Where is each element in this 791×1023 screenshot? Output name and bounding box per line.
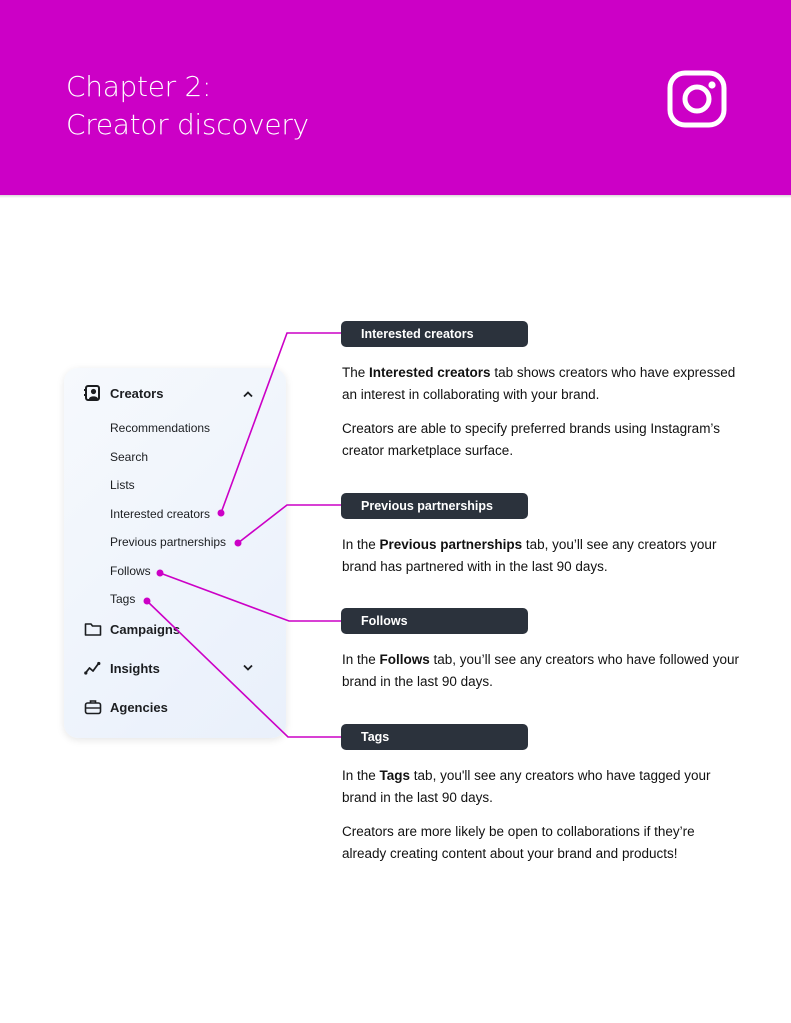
nav-agencies-label: Agencies [110,699,168,715]
nav-creators[interactable] [84,384,163,402]
nav-insights-label: Insights [110,660,160,676]
chapter-title [66,68,309,144]
nav-item-label: Recommendations [110,421,211,435]
nav-campaigns-label: Campaigns [110,621,181,637]
nav-item-lists[interactable] [110,478,135,492]
instagram-icon [667,70,727,128]
nav-creators-label: Creators [110,385,164,401]
label-interested-creators: Interested creators [341,321,528,347]
chapter-name: Creator discovery [66,108,309,141]
previous-description: In the Previous partnerships tab, you’ll see any creators your brand has partnered with in the last 90 days. [342,537,717,574]
nav-item-label: Previous partnerships [110,535,227,549]
nav-agencies[interactable] [84,698,168,716]
follows-emphasis: Follows [379,652,430,667]
nav-item-label: Follows [110,564,151,578]
nav-item-recommendations[interactable] [110,421,210,435]
folder-icon [84,620,102,638]
label-tags: Tags [341,724,528,750]
nav-item-label: Search [110,450,149,464]
briefcase-icon [84,698,102,716]
creators-icon [84,384,102,402]
nav-item-search[interactable] [110,450,148,464]
nav-item-label: Lists [110,478,135,492]
nav-item-label: Tags [110,592,136,606]
nav-insights[interactable] [84,659,160,677]
nav-item-previous-partnerships[interactable] [110,535,226,549]
creator-nav-card [64,368,286,738]
nav-item-follows[interactable] [110,564,151,578]
interested-note: Creators are able to specify preferred brands using Instagram’s creator marketplace surface. [342,421,720,458]
nav-campaigns[interactable] [84,620,180,638]
chapter-number: Chapter 2: [66,70,212,103]
nav-item-label: Interested creators [110,507,211,521]
label-follows: Follows [341,608,528,634]
nav-item-tags[interactable] [110,592,135,606]
insights-icon [84,659,102,677]
label-previous-partnerships: Previous partnerships [341,493,528,519]
interested-emphasis: Interested creators [369,365,491,380]
tags-note: Creators are more likely be open to collaborations if they’re already creating content about your brand and products! [342,824,695,861]
follows-description: In the Follows tab, you’ll see any creators who have followed your brand in the last 90 days. [342,652,739,689]
chevron-up-icon[interactable] [242,390,254,398]
interested-description: The Interested creators tab shows creators who have expressed an interest in collaborating with your brand. [342,365,736,402]
previous-emphasis: Previous partnerships [379,537,523,552]
nav-item-interested-creators[interactable] [110,507,210,521]
chevron-down-icon[interactable] [242,664,254,672]
tags-description: In the Tags tab, you'll see any creators who have tagged your brand in the last 90 days. [342,768,711,805]
tags-emphasis: Tags [379,768,411,783]
header-divider [0,195,791,198]
